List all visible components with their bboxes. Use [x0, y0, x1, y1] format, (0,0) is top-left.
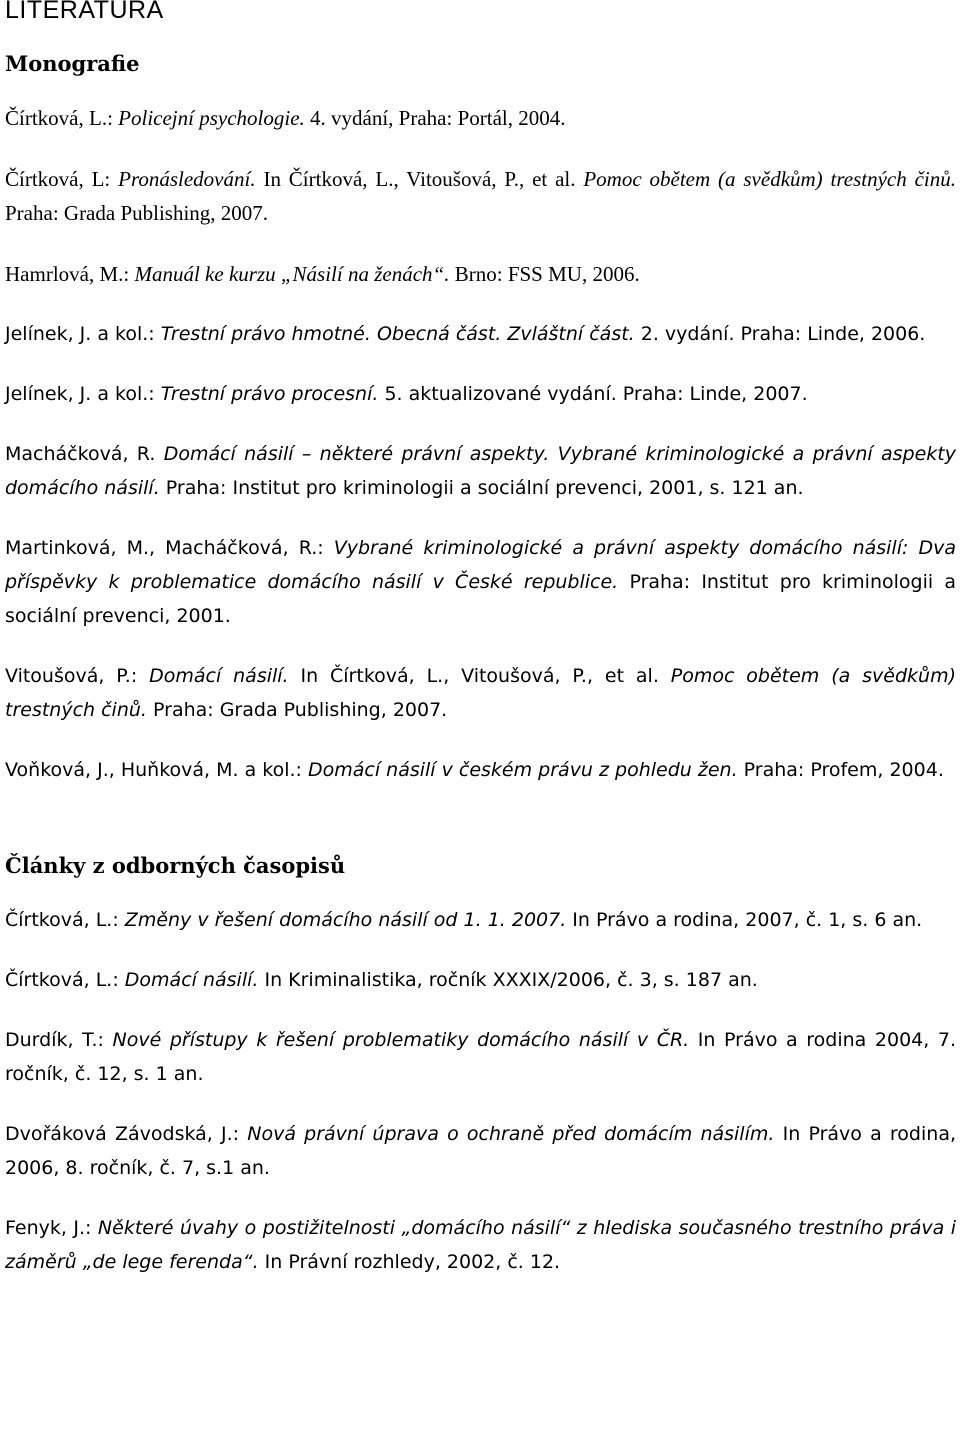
entry-text: Praha: Profem, 2004.: [737, 759, 944, 781]
entry-text: Fenyk, J.:: [5, 1217, 98, 1239]
entry-text: Jelínek, J. a kol.:: [5, 383, 161, 405]
entry-title: Pronásledování.: [118, 167, 256, 191]
entry-text: Jelínek, J. a kol.:: [5, 323, 161, 345]
bibliography-list-monografie: [5, 101, 956, 787]
entry-title: Trestní právo hmotné. Obecná část. Zvláštní část.: [160, 323, 635, 345]
bibliography-entry: [5, 531, 956, 633]
entry-text: Durdík, T.:: [5, 1029, 113, 1051]
document-page: [5, 0, 956, 1279]
entry-title: Změny v řešení domácího násilí od 1. 1. 2007.: [124, 909, 567, 931]
entry-text: In Právní rozhledy, 2002, č. 12.: [258, 1251, 561, 1273]
bibliography-list-clanky: [5, 903, 956, 1279]
bibliography-entry: [5, 317, 956, 351]
entry-title: Některé úvahy o postižitelnosti „domácího násilí“ z hlediska současného trestního práva i záměrů „de lege ferenda“.: [5, 1217, 957, 1273]
entry-title: Manuál ke kurzu „Násilí na ženách“.: [134, 262, 450, 286]
entry-text: Čírtková, L.:: [5, 969, 125, 991]
entry-text: In Kriminalistika, ročník XXXIX/2006, č. 3, s. 187 an.: [258, 969, 758, 991]
entry-title: Pomoc obětem (a svědkům) trestných činů.: [583, 167, 956, 191]
entry-title: Vybrané kriminologické a právní aspekty domácího násilí: Dva příspěvky k problematice domácího násilí v České republice.: [5, 537, 956, 593]
bibliography-entry: [5, 257, 956, 291]
entry-text: Brno: FSS MU, 2006.: [449, 262, 640, 286]
entry-text: Praha: Grada Publishing, 2007.: [146, 699, 448, 721]
entry-text: In Právo a rodina, 2007, č. 1, s. 6 an.: [566, 909, 923, 931]
entry-text: Macháčková, R.: [5, 443, 164, 465]
entry-text: Praha: Institut pro kriminologii a sociální prevenci, 2001, s. 121 an.: [159, 477, 804, 499]
bibliography-entry: [5, 101, 956, 135]
bibliography-entry: [5, 1023, 956, 1091]
entry-text: In Právo a rodina, 2006, 8. ročník, č. 7, s.1 an.: [5, 1123, 957, 1179]
bibliography-entry: [5, 903, 956, 937]
bibliography-entry: [5, 1117, 956, 1185]
section-title-clanky: Články z odborných časopisů: [5, 853, 346, 878]
entry-text: Martinková, M., Macháčková, R.:: [5, 537, 334, 559]
entry-text: Dvořáková Závodská, J.:: [5, 1123, 248, 1145]
bibliography-entry: [5, 753, 956, 787]
bibliography-entry: [5, 963, 956, 997]
entry-title: Trestní právo procesní.: [160, 383, 379, 405]
bibliography-entry: [5, 1211, 956, 1279]
entry-text: Čírtková, L:: [5, 167, 119, 191]
entry-text: Praha: Institut pro kriminologii a sociální prevenci, 2001.: [5, 571, 956, 627]
entry-text: Hamrlová, M.:: [5, 262, 135, 286]
entry-title: Domácí násilí v českém právu z pohledu žen.: [307, 759, 738, 781]
entry-title: Policejní psychologie.: [118, 106, 305, 130]
entry-text: Vitoušová, P.:: [5, 665, 150, 687]
section-title-monografie: Monografie: [5, 51, 140, 76]
bibliography-entry: [5, 377, 956, 411]
entry-text: Praha: Grada Publishing, 2007.: [5, 201, 269, 225]
entry-text: In Čírtková, L., Vitoušová, P., et al.: [255, 167, 584, 191]
bibliography-entry: [5, 162, 956, 230]
entry-text: Čírtková, L.:: [5, 909, 125, 931]
bibliography-entry: [5, 659, 956, 727]
entry-title: Nové přístupy k řešení problematiky domácího násilí v ČR.: [112, 1029, 690, 1051]
entry-text: 2. vydání. Praha: Linde, 2006.: [634, 323, 926, 345]
entry-text: 5. aktualizované vydání. Praha: Linde, 2007.: [378, 383, 808, 405]
entry-text: In Právo a rodina 2004, 7. ročník, č. 12, s. 1 an.: [5, 1029, 956, 1085]
entry-title: Nová právní úprava o ochraně před domácím násilím.: [247, 1123, 775, 1145]
entry-title: Domácí násilí – některé právní aspekty. Vybrané kriminologické a právní aspekty domácího násilí.: [5, 443, 956, 499]
entry-text: In Čírtková, L., Vitoušová, P., et al.: [288, 665, 671, 687]
entry-text: 4. vydání, Praha: Portál, 2004.: [304, 106, 566, 130]
entry-title: Pomoc obětem (a svědkům) trestných činů.: [5, 665, 956, 721]
entry-text: Čírtková, L.:: [5, 106, 119, 130]
entry-text: Voňková, J., Huňková, M. a kol.:: [5, 759, 308, 781]
entry-title: Domácí násilí.: [124, 969, 259, 991]
bibliography-entry: [5, 437, 956, 505]
page-heading: LITERATURA: [5, 0, 164, 24]
entry-title: Domácí násilí.: [149, 665, 289, 687]
